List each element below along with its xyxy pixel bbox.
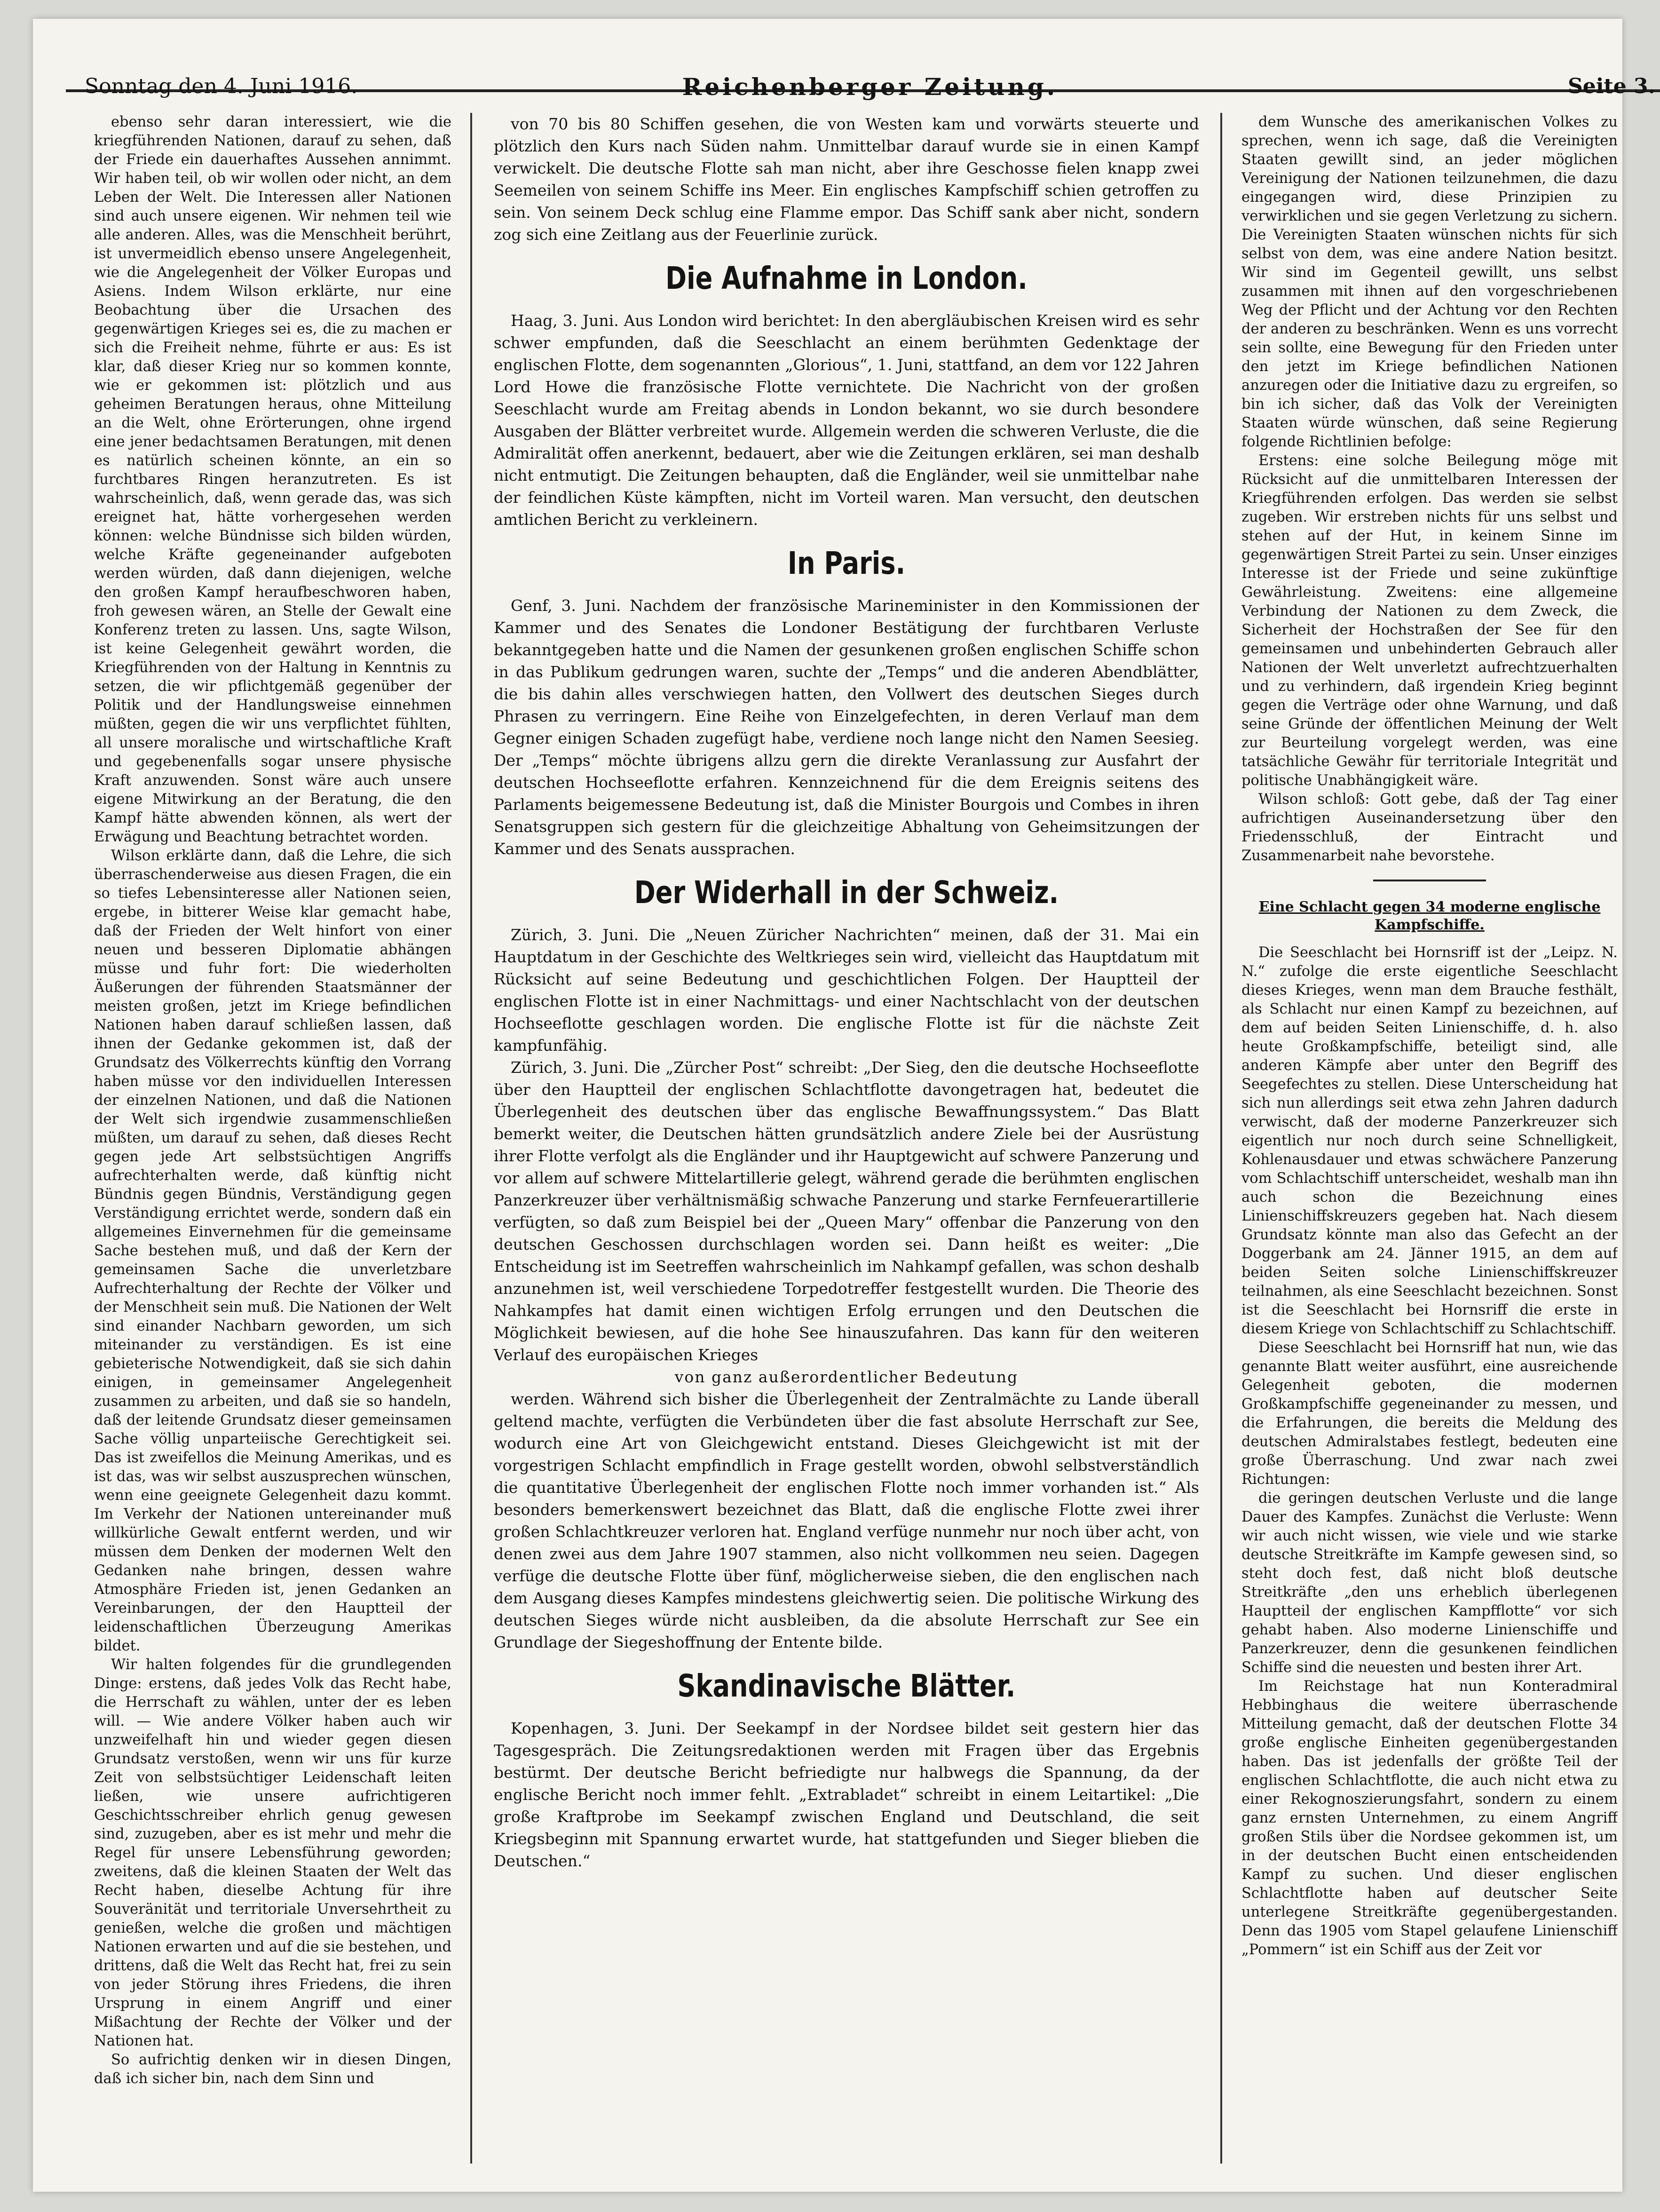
spaced-subline: von ganz außerordentlicher Bedeutung (674, 1368, 1019, 1386)
article-paragraph: Genf, 3. Juni. Nachdem der französische Marineminister in den Kommissionen der Kammer und des Senates die Londoner Bestätigung der furchtbaren Verluste bekanntgegeben hatte und die Namen der gesunkenen großen englischen Schiffe schon in das Publikum gedrungen waren, suchte der „Temps“ und die anderen Abendblätter, die bis dahin alles verschwiegen hatten, den Vollwert des deutschen Sieges durch Phrasen zu verringern. Eine Reihe von Einzelgefechten, in deren Verlauf man dem Gegner einigen Schaden zugefügt habe, verdiene noch lange nicht den Namen Seesieg. Der „Temps“ möchte übrigens allzu gern die direkte Veranlassung zur Ausfahrt der deutschen Hochseeflotte erfahren. Kennzeichnend für die dem Ereignis seitens des Parlaments beigemessene Bedeutung ist, daß die Minister Bourgois und Combes in ihren Senatsgruppen sich gestern für die gleichzeitige Abhaltung von Geheimsitzungen der Kammer und des Senats aussprachen. (494, 596, 1199, 858)
column-divider (1220, 113, 1222, 2164)
page-number: Seite 3. (1567, 74, 1655, 98)
section-divider (1373, 880, 1486, 881)
article-paragraph: Wir halten folgendes für die grundlegenden Dinge: erstens, daß jedes Volk das Recht habe, die Herrschaft zu wählen, unter der es leben will. — Wie andere Völker haben auch wir unzweifelhaft hin und wieder gegen diesen Grundsatz verstoßen, wenn wir uns für kurze Zeit von selbstsüchtiger Leidenschaft leiten ließen, wie unsere aufrichtigeren Geschichtsschreiber ehrlich genug gewesen sind, zuzugeben, aber es ist mehr und mehr die Regel für unsere Lebensführung geworden; zweitens, daß die kleinen Staaten der Welt das Recht haben, dieselbe Achtung für ihre Souveränität und territoriale Unversehrtheit zu genießen, welche die großen und mächtigen Nationen erwarten und auf die sie bestehen, und drittens, daß die Welt das Recht hat, frei zu sein von jeder Störung ihres Friedens, die ihren Ursprung in einem Angriff und einer Mißachtung der Rechte der Völker und der Nationen hat. (94, 1657, 451, 2049)
article-paragraph: von 70 bis 80 Schiffen gesehen, die von Westen kam und vorwärts steuerte und plötzlich den Kurs nach Süden nahm. Unmittelbar darauf wurde sie in einen Kampf verwickelt. Die deutsche Flotte sah man nicht, aber ihre Geschosse fielen knapp zwei Seemeilen von seinem Schiffe ins Meer. Ein englisches Kampfschiff schien getroffen zu sein. Von seinem Deck schlug eine Flamme empor. Das Schiff sank aber nicht, sondern zog sich eine Zeitlang aus der Feuerlinie zurück. (494, 115, 1199, 244)
section-heading: Der Widerhall in der Schweiz. (634, 874, 1059, 911)
article-paragraph: die geringen deutschen Verluste und die lange Dauer des Kampfes. Zunächst die Verluste: Wenn wir auch nicht wissen, wie viele und wie starke deutsche Streitkräfte im Kampfe gewesen sind, so steht doch fest, daß nicht bloß deutsche Streitkräfte „den uns erheblich überlegenen Hauptteil der englischen Kampfflotte“ vor sich gehabt haben. Also moderne Linienschiffe und Panzerkreuzer, denn die gesunkenen feindlichen Schiffe sind die neuesten und besten ihrer Art. (1241, 1490, 1618, 1676)
section-heading: Die Aufnahme in London. (665, 260, 1028, 296)
article-paragraph: Wilson schloß: Gott gebe, daß der Tag einer aufrichtigen Auseinandersetzung über den Friedensschluß, der Eintracht und Zusammenarbeit nahe bevorstehe. (1241, 791, 1618, 864)
column-center (494, 113, 1199, 2173)
newspaper-page (33, 19, 1655, 2192)
article-paragraph: So aufrichtig denken wir in diesen Dingen, daß ich sicher bin, nach dem Sinn und (94, 2052, 451, 2087)
newspaper-title: Reichenberger Zeitung. (682, 73, 1058, 101)
section-heading: Skandinavische Blätter. (677, 1668, 1016, 1704)
article-paragraph: Diese Seeschlacht bei Hornsriff hat nun, wie das genannte Blatt weiter ausführt, eine ausreichende Gelegenheit geboten, die modernen Großkampfschiffe gegeneinander zu messen, und die Erfahrungen, die bereits die Meldung des deutschen Admiralstabes festlegt, bedeuten eine große Überraschung. Und zwar nach zwei Richtungen: (1241, 1340, 1618, 1488)
article-paragraph: Die Seeschlacht bei Hornsriff ist der „Leipz. N. N.“ zufolge die erste eigentliche Seeschlacht dieses Krieges, wenn man dem Brauche festhält, als Schlacht nur einen Kampf zu bezeichnen, auf dem auf beiden Seiten Linienschiffe, d. h. also heute Großkampfschiffe, beteiligt sind, alle anderen Kämpfe aber unter den Begriff des Seegefechtes zu stellen. Diese Unterscheidung hat sich nun allerdings seit etwa zehn Jahren dadurch verwischt, daß der moderne Panzerkreuzer sich eigentlich nur noch durch seine Schnelligkeit, Kohlenausdauer und etwas schwächere Panzerung vom Schlachtschiff unterscheidet, weshalb man ihn auch schon die Bezeichnung eines Linienschiffskreuzers gegeben hat. Nach diesem Grundsatz könnte man also das Gefecht an der Doggerbank am 24. Jänner 1915, an dem auf beiden Seiten solche Linienschiffskreuzer teilnahmen, als eine Seeschlacht bezeichnen. Sonst ist die Seeschlacht bei Hornsriff die erste in diesem Kriege von Schlachtschiff zu Schlachtschiff. (1241, 944, 1618, 1337)
article-paragraph: Kopenhagen, 3. Juni. Der Seekampf in der Nordsee bildet seit gestern hier das Tagesgespräch. Die Zeitungsredaktionen werden mit Fragen über das Ergebnis bestürmt. Der deutsche Bericht befriedigte nur halbwegs die Spannung, da der englische Bericht noch immer fehlt. „Extrabladet“ schreibt in einem Leitartikel: „Die große Kraftprobe im Seekampf zwischen England und Deutschland, die seit Kriegsbeginn mit Spannung erwartet wurde, hat stattgefunden und Sieger blieben die Deutschen.“ (494, 1719, 1199, 1870)
article-paragraph: werden. Während sich bisher die Überlegenheit der Zentralmächte zu Lande überall geltend machte, verfügten die Verbündeten über die fast absolute Herrschaft zur See, wodurch eine Art von Gleichgewicht entstand. Dieses Gleichgewicht ist mit der vorgestrigen Schlacht empfindlich in Frage gestellt worden, obwohl selbstverständlich die quantitative Überlegenheit der englischen Flotte noch immer vorhanden ist.“ Als besonders bemerkenswert bezeichnet das Blatt, daß die englische Flotte zwei ihrer großen Schlachtkreuzer verloren hat. England verfüge nunmehr nur noch über acht, von denen zwei aus dem Jahre 1907 stammen, also nicht vollkommen neu seien. Dagegen verfüge die deutsche Flotte über fünf, möglicherweise sieben, die den englischen nach dem Ausgang dieses Kampfes mindestens gleichwertig seien. Die politische Wirkung des deutschen Sieges würde nicht ausbleiben, da die absolute Herrschaft zur See ein Grundlage der Siegeshoffnung der Entente bilde. (494, 1390, 1199, 1651)
article-paragraph: dem Wunsche des amerikanischen Volkes zu sprechen, wenn ich sage, daß die Vereinigten Staaten gewillt sind, an jeder möglichen Vereinigung der Nationen teilzunehmen, die dazu eingegangen wird, diese Prinzipien zu verwirklichen und sie gegen Verletzung zu sichern. Die Vereinigten Staaten wünschen nichts für sich selbst von dem, was eine andere Nation besitzt. Wir sind im Gegenteil gewillt, uns selbst zusammen mit ihnen auf den vorgeschriebenen Weg der Pflicht und der Achtung vor den Rechten der anderen zu beschränken. Wenn es uns vorrecht sein sollte, eine Bewegung für den Frieden unter den jetzt im Kriege befindlichen Nationen anzuregen oder die Initiative dazu zu ergreifen, so bin ich sicher, daß das Volk der Vereinigten Staaten würde wünschen, daß seine Regierung folgende Richtlinien befolge: (1241, 114, 1618, 450)
article-paragraph: Erstens: eine solche Beilegung möge mit Rücksicht auf die unmittelbaren Interessen der Kriegführenden erfolgen. Das werden sie selbst zugeben. Wir erstreben nichts für uns selbst und stehen auf der Hut, in keinem Sinne im gegenwärtigen Streit Partei zu sein. Unser einziges Interesse ist der Friede und seine zukünftige Gewährleistung. Zweitens: eine allgemeine Verbindung der Nationen zu dem Zweck, die Sicherheit der Hochstraßen der See für den gemeinsamen und unbehinderten Gebrauch aller Nationen der Welt unverletzt aufrechtzuerhalten und zu verhindern, daß irgendein Krieg beginnt gegen die Verträge oder ohne Warnung, und daß seine Gründe der öffentlichen Meinung der Welt zur Beurteilung vorgelegt werden, was eine tatsächliche Gewähr für territoriale Integrität und politische Unabhängigkeit wäre. (1241, 452, 1618, 789)
article-paragraph: Wilson erklärte dann, daß die Lehre, die sich überraschenderweise aus diesen Fragen, die ein so tiefes Lebensinteresse aller Nationen seien, ergebe, in bitterer Weise klar gemacht habe, daß der Frieden der Welt hinfort von einer neuen und besseren Diplomatie abhängen müsse und fuhr fort: Die wiederholten Äußerungen der führenden Staatsmänner der meisten großen, jetzt im Kriege befindlichen Nationen haben darauf schließen lassen, daß ihnen der Gedanke gekommen ist, daß der Grundsatz des Völkerrechts künftig den Vorrang haben müsse vor den individuellen Interessen der einzelnen Nationen, und daß die Nationen der Welt sich irgendwie zusammenschließen müßten, um darauf zu sehen, daß dieses Recht gegen jede Art selbstsüchtigen Angriffs aufrechterhalten werde, daß künftig nicht Bündnis gegen Bündnis, Verständigung gegen Verständigung errichtet werde, sondern daß ein allgemeines Einvernehmen für die gemeinsame Sache bestehen muß, und daß der Kern der gemeinsamen Sache die unverletzbare Aufrechterhaltung der Rechte der Völker und der Menschheit sein muß. Die Nationen der Welt sind einander Nachbarn geworden, um sich miteinander zu verständigen. Es ist eine gebieterische Notwendigkeit, daß sie sich dahin einigen, in gemeinsamer Angelegenheit zusammen zu arbeiten, und daß sie so handeln, daß der leitende Grundsatz dieser gemeinsamen Sache völlig unparteiische Gerechtigkeit sei. Das ist zweifellos die Meinung Amerikas, und es ist das, was wir selbst auszusprechen wünschen, wenn eine geeignete Gelegenheit dazu kommt. Im Verkehr der Nationen untereinander muß willkürliche Gewalt entfernt werden, und wir müssen dem Denken der modernen Welt den Gedanken nahe bringen, dessen wahre Atmosphäre Frieden ist, jenen Gedanken an Vereinbarungen, der den Hauptteil der leidenschaftlichen Überzeugung Amerikas bildet. (94, 848, 451, 1654)
article-paragraph: Zürich, 3. Juni. Die „Neuen Züricher Nachrichten“ meinen, daß der 31. Mai ein Hauptdatum in der Geschichte des Weltkrieges sein wird, vielleicht das Hauptdatum mit Rücksicht auf seine Bedeutung und geschichtlichen Folgen. Der Hauptteil der englischen Flotte ist in einer Nachmittags- und einer Nachtschlacht von der deutschen Hochseeflotte geschlagen worden. Die englische Flotte ist für die nächste Zeit kampfunfähig. (494, 926, 1199, 1054)
column-right (1241, 113, 1618, 2173)
issue-date: Sonntag den 4. Juni 1916. (85, 74, 358, 98)
article-paragraph: ebenso sehr daran interessiert, wie die kriegführenden Nationen, darauf zu sehen, daß der Friede ein dauerhaftes Aussehen annimmt. Wir haben teil, ob wir wollen oder nicht, an dem Leben der Welt. Die Interessen aller Nationen sind auch unsere eigenen. Wir nehmen teil wie alle anderen. Alles, was die Menschheit berührt, ist unvermeidlich ebenso unsere Angelegenheit, wie die Angelegenheit der Völker Europas und Asiens. Indem Wilson erklärte, nur eine Beobachtung über die Ursachen des gegenwärtigen Krieges sei es, die zu machen er sich die Freiheit nehme, führte er aus: Es ist klar, daß dieser Krieg nur so kommen konnte, wie er gekommen ist: plötzlich und aus geheimen Beratungen heraus, ohne Mitteilung an die Welt, ohne Erörterungen, ohne irgend eine jener bedachtsamen Beratungen, mit denen es natürlich scheinen könnte, an ein so furchtbares Ringen heranzutreten. Es ist wahrscheinlich, daß, wenn gerade das, was sich ereignet hat, hätte vorhergesehen werden können: welche Bündnisse sich bilden würden, welche Kräfte gegeneinander aufgeboten werden würden, daß dann diejenigen, welche den großen Kampf heraufbeschworen haben, froh gewesen wären, an Stelle der Gewalt eine Konferenz treten zu lassen. Uns, sagte Wilson, ist keine Gelegenheit gewährt worden, die Kriegführenden von der Haltung in Kenntnis zu setzen, die wir pflichtgemäß gegenüber der Politik und der Handlungsweise einnehmen müßten, gegen die wir uns verpflichtet fühlten, all unsere moralische und wirtschaftliche Kraft und gegebenenfalls sogar unsere physische Kraft anzuwenden. Sonst wäre auch unsere eigene Mitwirkung an der Beratung, die den Kampf hätte abwenden können, als wert der Erwägung und Beachtung betrachtet worden. (94, 114, 451, 845)
article-paragraph: Im Reichstage hat nun Konteradmiral Hebbinghaus die weitere überraschende Mitteilung gemacht, daß der deutschen Flotte 34 große englische Einheiten gegenübergestanden haben. Das ist jedenfalls der größte Teil der englischen Schlachtflotte, die auch nicht etwa zu einer Rekognoszierungsfahrt, sondern zu einem ganz ernsten Unternehmen, zu einem Angriff großen Stils über die Nordsee gekommen ist, um in der deutschen Bucht einen entscheidenden Kampf zu suchen. Und dieser englischen Schlachtflotte haben auf deutscher Seite unterlegene Streitkräfte gegenübergestanden. Denn das 1905 vom Stapel gelaufene Linienschiff „Pommern“ ist ein Schiff aus der Zeit vor (1241, 1678, 1618, 1958)
column-divider (470, 113, 472, 2164)
column-left (94, 113, 451, 2173)
section-heading: In Paris. (787, 545, 906, 581)
page-header (66, 19, 1660, 101)
article-subheading: Eine Schlacht gegen 34 moderne englische Kampfschiffe. (1258, 899, 1601, 933)
article-paragraph: Zürich, 3. Juni. Die „Zürcher Post“ schreibt: „Der Sieg, den die deutsche Hochseeflotte über den Hauptteil der englischen Schlachtflotte davongetragen hat, bedeutet die Überlegenheit des deutschen über das englische Bewaffnungssystem.“ Das Blatt bemerkt weiter, die Deutschen hätten grundsätzlich andere Ziele bei der Ausrüstung ihrer Flotte verfolgt als die Engländer und ihr Hauptgewicht auf schwere Panzerung und vor allem auf schwere Mittelartillerie gelegt, während gerade die berühmten englischen Panzerkreuzer über verhältnismäßig schwache Panzerung und starke Fernfeuerartillerie verfügten, so daß zum Beispiel bei der „Queen Mary“ offenbar die Panzerung von den deutschen Geschossen durchschlagen worden sei. Dann heißt es weiter: „Die Entscheidung ist im Seetreffen wahrscheinlich im Nahkampf gefallen, was schon deshalb anzunehmen ist, weil verschiedene Torpedotreffer festgestellt wurden. Die Theorie des Nahkampfes hat damit einen wichtigen Erfolg errungen und den Deutschen die Möglichkeit bewiesen, auf die hohe See hinauszufahren. Das kann für den weiteren Verlauf des europäischen Krieges (494, 1058, 1199, 1364)
article-paragraph: Haag, 3. Juni. Aus London wird berichtet: In den abergläubischen Kreisen wird es sehr schwer empfunden, daß die Seeschlacht an einem berühmten Gedenktage der englischen Flotte, dem sogenannten „Glorious“, 1. Juni, stattfand, an dem vor 122 Jahren Lord Howe die französische Flotte vernichtete. Die Nachricht von der großen Seeschlacht wurde am Freitag abends in London bekannt, wo sie durch besondere Ausgaben der Blätter verbreitet wurde. Allgemein werden die schweren Verluste, die die Admiralität offen anerkennt, bedauert, aber wie die Zeitungen erklären, sei man deshalb nicht entmutigt. Die Zeitungen behaupten, daß die Engländer, weil sie unmittelbar nahe der feindlichen Küste kämpften, nicht im Vorteil waren. Man versucht, den deutschen amtlichen Bericht zu verkleinern. (494, 311, 1199, 529)
